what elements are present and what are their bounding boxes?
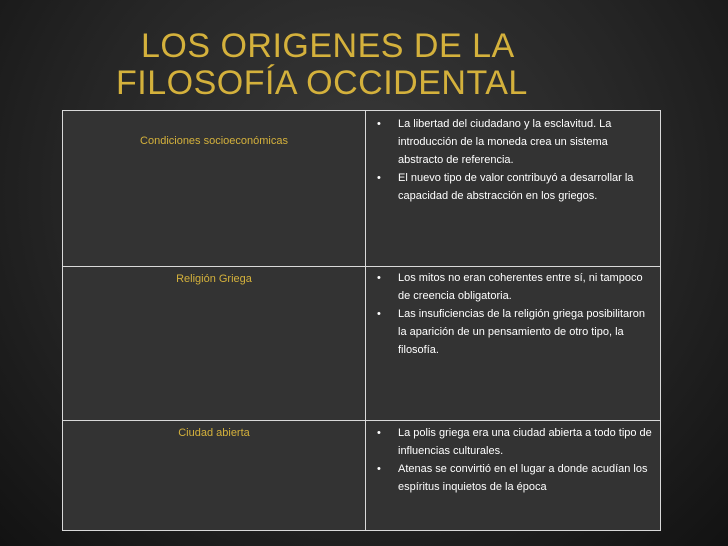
bullet-list	[366, 267, 660, 359]
row-label-cell	[63, 111, 366, 267]
row-label: Religión Griega	[176, 273, 252, 285]
table-row	[63, 421, 661, 531]
origins-table	[62, 110, 661, 531]
bullet-item	[366, 424, 660, 460]
bullet-text: Las insuficiencias de la religión griega posibilitaron la aparición de un pensamiento de otro tipo, la filosofía.	[398, 308, 646, 356]
bullet-text: El nuevo tipo de valor contribuyó a desarrollar la capacidad de abstracción en los griegos.	[398, 172, 634, 202]
row-label: Condiciones socioeconómicas	[140, 135, 288, 147]
bullet-item	[366, 305, 660, 359]
row-label: Ciudad abierta	[178, 427, 250, 439]
row-label-cell	[63, 267, 366, 421]
bullet-text: Los mitos no eran coherentes entre sí, ni tampoco de creencia obligatoria.	[398, 272, 643, 302]
bullet-item	[366, 115, 660, 169]
row-label-cell	[63, 421, 366, 531]
slide-title	[116, 28, 636, 102]
bullet-item	[366, 169, 660, 205]
table-row	[63, 267, 661, 421]
bullet-list	[366, 111, 660, 205]
bullet-text: La polis griega era una ciudad abierta a todo tipo de influencias culturales.	[398, 427, 652, 457]
bullet-dot-icon: •	[377, 272, 381, 284]
row-bullets-cell	[366, 111, 661, 267]
bullet-dot-icon: •	[377, 308, 381, 320]
bullet-text: Atenas se convirtió en el lugar a donde acudían los espíritus inquietos de la época	[398, 463, 648, 493]
row-bullets-cell	[366, 267, 661, 421]
bullet-list	[366, 421, 660, 496]
table-row	[63, 111, 661, 267]
row-bullets-cell	[366, 421, 661, 531]
bullet-dot-icon: •	[377, 463, 381, 475]
bullet-dot-icon: •	[377, 172, 381, 184]
bullet-text: La libertad del ciudadano y la esclavitud. La introducción de la moneda crea un sistema abstracto de referencia.	[398, 118, 612, 166]
bullet-dot-icon: •	[377, 427, 381, 439]
bullet-dot-icon: •	[377, 118, 381, 130]
slide-title-line-1: LOS ORIGENES DE LA	[141, 27, 515, 65]
bullet-item	[366, 269, 660, 305]
bullet-item	[366, 460, 660, 496]
slide-title-line-2: FILOSOFÍA OCCIDENTAL	[116, 64, 528, 102]
